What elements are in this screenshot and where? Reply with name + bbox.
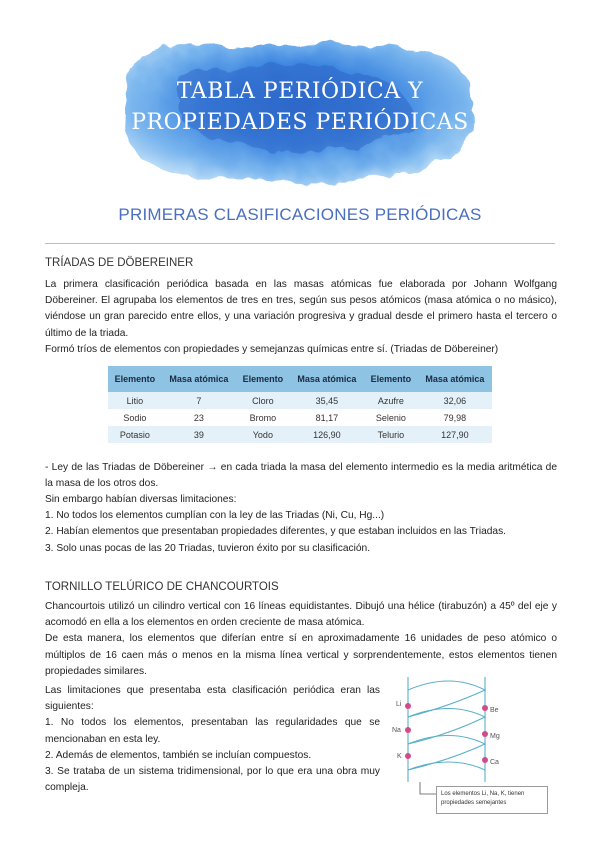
caption-pointer bbox=[420, 782, 436, 794]
banner-title-line1: TABLA PERIÓDICA Y bbox=[176, 79, 424, 104]
table-cell: Potasio bbox=[108, 426, 162, 443]
table-cell: 7 bbox=[162, 392, 236, 409]
table-cell: Yodo bbox=[236, 426, 290, 443]
element-dot bbox=[405, 703, 411, 709]
element-dot bbox=[405, 727, 411, 733]
divider bbox=[45, 243, 555, 244]
table-cell: Telurio bbox=[364, 426, 418, 443]
element-label: Ca bbox=[490, 759, 499, 766]
table-row bbox=[108, 409, 492, 426]
table-cell: 126,90 bbox=[290, 426, 364, 443]
table-header: Masa atómica bbox=[162, 366, 236, 392]
element-dot bbox=[482, 705, 488, 711]
element-label: Li bbox=[396, 701, 402, 708]
element-dot bbox=[482, 731, 488, 737]
list-item: 1. No todos los elementos cumplían con la ley de las Triadas (Ni, Cu, Hg...) bbox=[45, 510, 385, 522]
tornillo-paragraph2: De esta manera, los elementos que diferían entre sí en aproximadamente 16 unidades de peso atómico o múltiplos de 16 caen más o menos en la misma línea vertical y sorprendentemente, estos elementos tienen propiedades similares. bbox=[45, 633, 557, 677]
triads-table bbox=[108, 366, 492, 443]
triadas-heading: TRÍADAS DE DÖBEREINER bbox=[45, 257, 194, 269]
triadas-law: - Ley de las Triadas de Döbereiner → en cada triada la masa del elemento intermedio es la media aritmética de la masa de los otros dos. bbox=[45, 462, 557, 490]
table-header: Elemento bbox=[108, 366, 162, 392]
list-item: 2. Además de elementos, también se incluían compuestos. bbox=[45, 749, 312, 761]
tornillo-text bbox=[45, 599, 557, 680]
table-cell: 35,45 bbox=[290, 392, 364, 409]
list-item: 3. Se trataba de un sistema tridimensional, por lo que era una obra muy compleja. bbox=[45, 766, 380, 794]
triadas-paragraph1: La primera clasificación periódica basada en las masas atómicas fue elaborada por Johann Wolfgang Döbereiner. El agrupaba los elementos de tres en tres, según sus pesos atómicos (masa atómica o no másico), viéndose un gran parecido entre ellos, y una variación progresiva y gradual desde el primero hasta el tercero o último de la triada. bbox=[45, 279, 557, 339]
table-header: Elemento bbox=[364, 366, 418, 392]
table-cell: 81,17 bbox=[290, 409, 364, 426]
table-header: Elemento bbox=[236, 366, 290, 392]
triadas-paragraph2: Formó tríos de elementos con propiedades y semejanzas químicas entre sí. (Triadas de Döbereiner) bbox=[45, 343, 499, 355]
table-cell: Sodio bbox=[108, 409, 162, 426]
tornillo-paragraph1: Chancourtois utilizó un cilindro vertical con 16 líneas equidistantes. Dibujó una hélice (tirabuzón) a 45º del eje y acomodó en ella a los elementos en orden creciente de masa atómica. bbox=[45, 601, 557, 629]
section-title: PRIMERAS CLASIFICACIONES PERIÓDICAS bbox=[118, 205, 482, 224]
limits-intro: Las limitaciones que presentaba esta clasificación periódica eran las siguientes: bbox=[45, 685, 380, 713]
helix-turn bbox=[408, 762, 485, 770]
figure-caption: Los elementos Li, Na, K, tienen propiedades semejantes bbox=[436, 786, 548, 814]
triadas-limits bbox=[45, 492, 557, 557]
table-cell: 79,98 bbox=[418, 409, 492, 426]
list-item: 3. Solo unas pocas de las 20 Triadas, tuvieron éxito por su clasificación. bbox=[45, 542, 371, 554]
table-row bbox=[108, 392, 492, 409]
banner-title bbox=[110, 76, 490, 138]
table-header: Masa atómica bbox=[418, 366, 492, 392]
table-cell: Litio bbox=[108, 392, 162, 409]
table-cell: Cloro bbox=[236, 392, 290, 409]
triadas-text bbox=[45, 277, 557, 358]
table-cell: Bromo bbox=[236, 409, 290, 426]
limits-intro: Sin embargo habían diversas limitaciones: bbox=[45, 494, 237, 505]
table-cell: 39 bbox=[162, 426, 236, 443]
tornillo-heading: TORNILLO TELÚRICO DE CHANCOURTOIS bbox=[45, 581, 279, 593]
element-dot bbox=[482, 757, 488, 763]
element-label: K bbox=[397, 753, 402, 760]
banner-title-line2: PROPIEDADES PERIÓDICAS bbox=[131, 110, 469, 135]
table-row bbox=[108, 426, 492, 443]
table-cell: 32,06 bbox=[418, 392, 492, 409]
tornillo-limits bbox=[45, 683, 380, 796]
element-label: Na bbox=[392, 727, 401, 734]
table-cell: 127,90 bbox=[418, 426, 492, 443]
list-item: 1. No todos los elementos, presentaban las regularidades que se mencionaban en esta ley. bbox=[45, 717, 380, 745]
list-item: 2. Habían elementos que presentaban propiedades diferentes, y que estaban incluidos en las Triadas. bbox=[45, 526, 507, 538]
element-label: Be bbox=[490, 707, 499, 714]
table-cell: 23 bbox=[162, 409, 236, 426]
table-header-row bbox=[108, 366, 492, 392]
table-header: Masa atómica bbox=[290, 366, 364, 392]
table-cell: Azufre bbox=[364, 392, 418, 409]
element-label: Mg bbox=[490, 733, 500, 740]
helix-turn bbox=[408, 681, 485, 717]
table-cell: Selenio bbox=[364, 409, 418, 426]
element-dot bbox=[405, 753, 411, 759]
